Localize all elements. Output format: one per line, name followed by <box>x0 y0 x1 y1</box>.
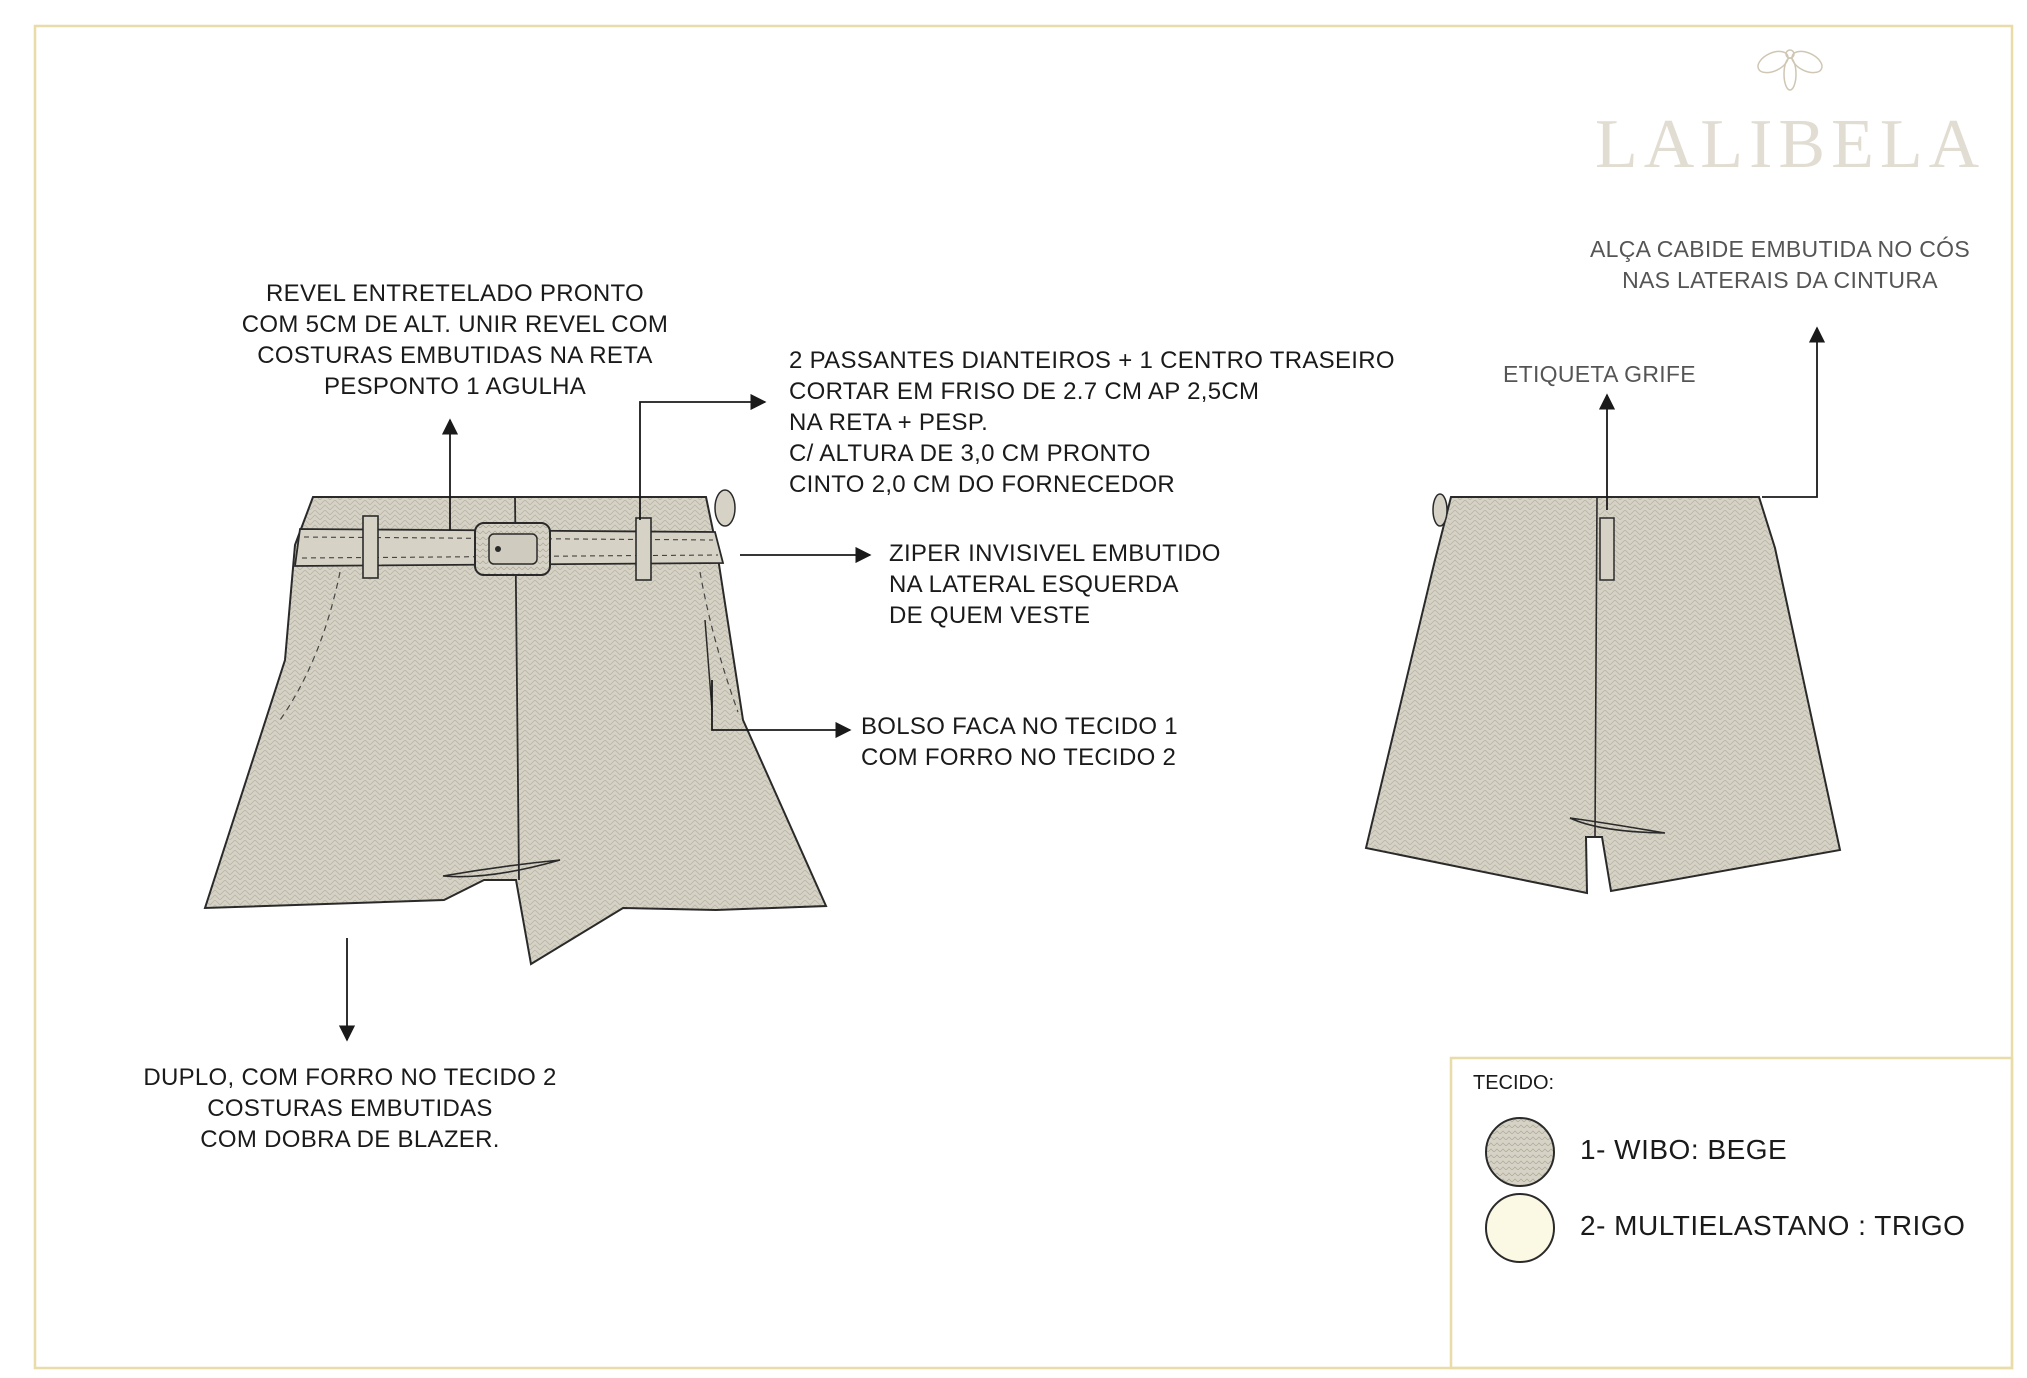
note-line: NA RETA + PESP. <box>789 409 989 436</box>
note-line: NAS LATERAIS DA CINTURA <box>1622 267 1938 293</box>
note-line: COM 5CM DE ALT. UNIR REVEL COM <box>241 311 669 338</box>
shorts-back-view <box>1366 494 1840 893</box>
note-line: ETIQUETA GRIFE <box>1503 361 1696 387</box>
belt-loop-left <box>363 516 378 578</box>
note-line: COM DOBRA DE BLAZER. <box>200 1126 500 1153</box>
bee-icon <box>1755 47 1826 90</box>
note-line: DE QUEM VESTE <box>889 602 1091 629</box>
brand-logo: LALIBELA <box>1595 106 1986 183</box>
note-revel <box>225 278 685 402</box>
shorts-front-view <box>205 490 826 964</box>
note-line: COSTURAS EMBUTIDAS <box>207 1095 493 1122</box>
swatch-fabric-1 <box>1486 1118 1554 1186</box>
note-line: ZIPER INVISIVEL EMBUTIDO <box>889 540 1221 567</box>
note-line: BOLSO FACA NO TECIDO 1 <box>861 713 1178 740</box>
note-line: COM FORRO NO TECIDO 2 <box>861 744 1177 771</box>
brand-tag <box>1600 518 1614 580</box>
note-line: CINTO 2,0 CM DO FORNECEDOR <box>789 471 1176 498</box>
legend-item-2: 2- MULTIELASTANO : TRIGO <box>1580 1210 1966 1241</box>
note-line: ALÇA CABIDE EMBUTIDA NO CÓS <box>1589 236 1971 262</box>
note-bolso <box>861 711 1178 773</box>
note-line: NA LATERAL ESQUERDA <box>889 571 1179 598</box>
note-line: DUPLO, COM FORRO NO TECIDO 2 <box>143 1064 557 1091</box>
note-line: REVEL ENTRETELADO PRONTO <box>266 280 644 307</box>
note-line: PESPONTO 1 AGULHA <box>323 373 587 400</box>
legend-title: TECIDO: <box>1473 1072 1555 1094</box>
note-line: 2 PASSANTES DIANTEIROS + 1 CENTRO TRASEIRO <box>789 347 1395 374</box>
note-ziper <box>889 538 1221 631</box>
note-etiqueta <box>1503 359 1696 390</box>
legend-item-1: 1- WIBO: BEGE <box>1580 1134 1788 1165</box>
swatch-fabric-2 <box>1486 1194 1554 1262</box>
belt-loop-right <box>636 518 651 580</box>
note-alca <box>1570 234 1990 296</box>
note-line: COSTURAS EMBUTIDAS NA RETA <box>257 342 653 369</box>
note-duplo <box>130 1062 570 1155</box>
note-passantes <box>789 345 1395 500</box>
note-line: C/ ALTURA DE 3,0 CM PRONTO <box>789 440 1151 467</box>
note-line: CORTAR EM FRISO DE 2.7 CM AP 2,5CM <box>789 378 1260 405</box>
